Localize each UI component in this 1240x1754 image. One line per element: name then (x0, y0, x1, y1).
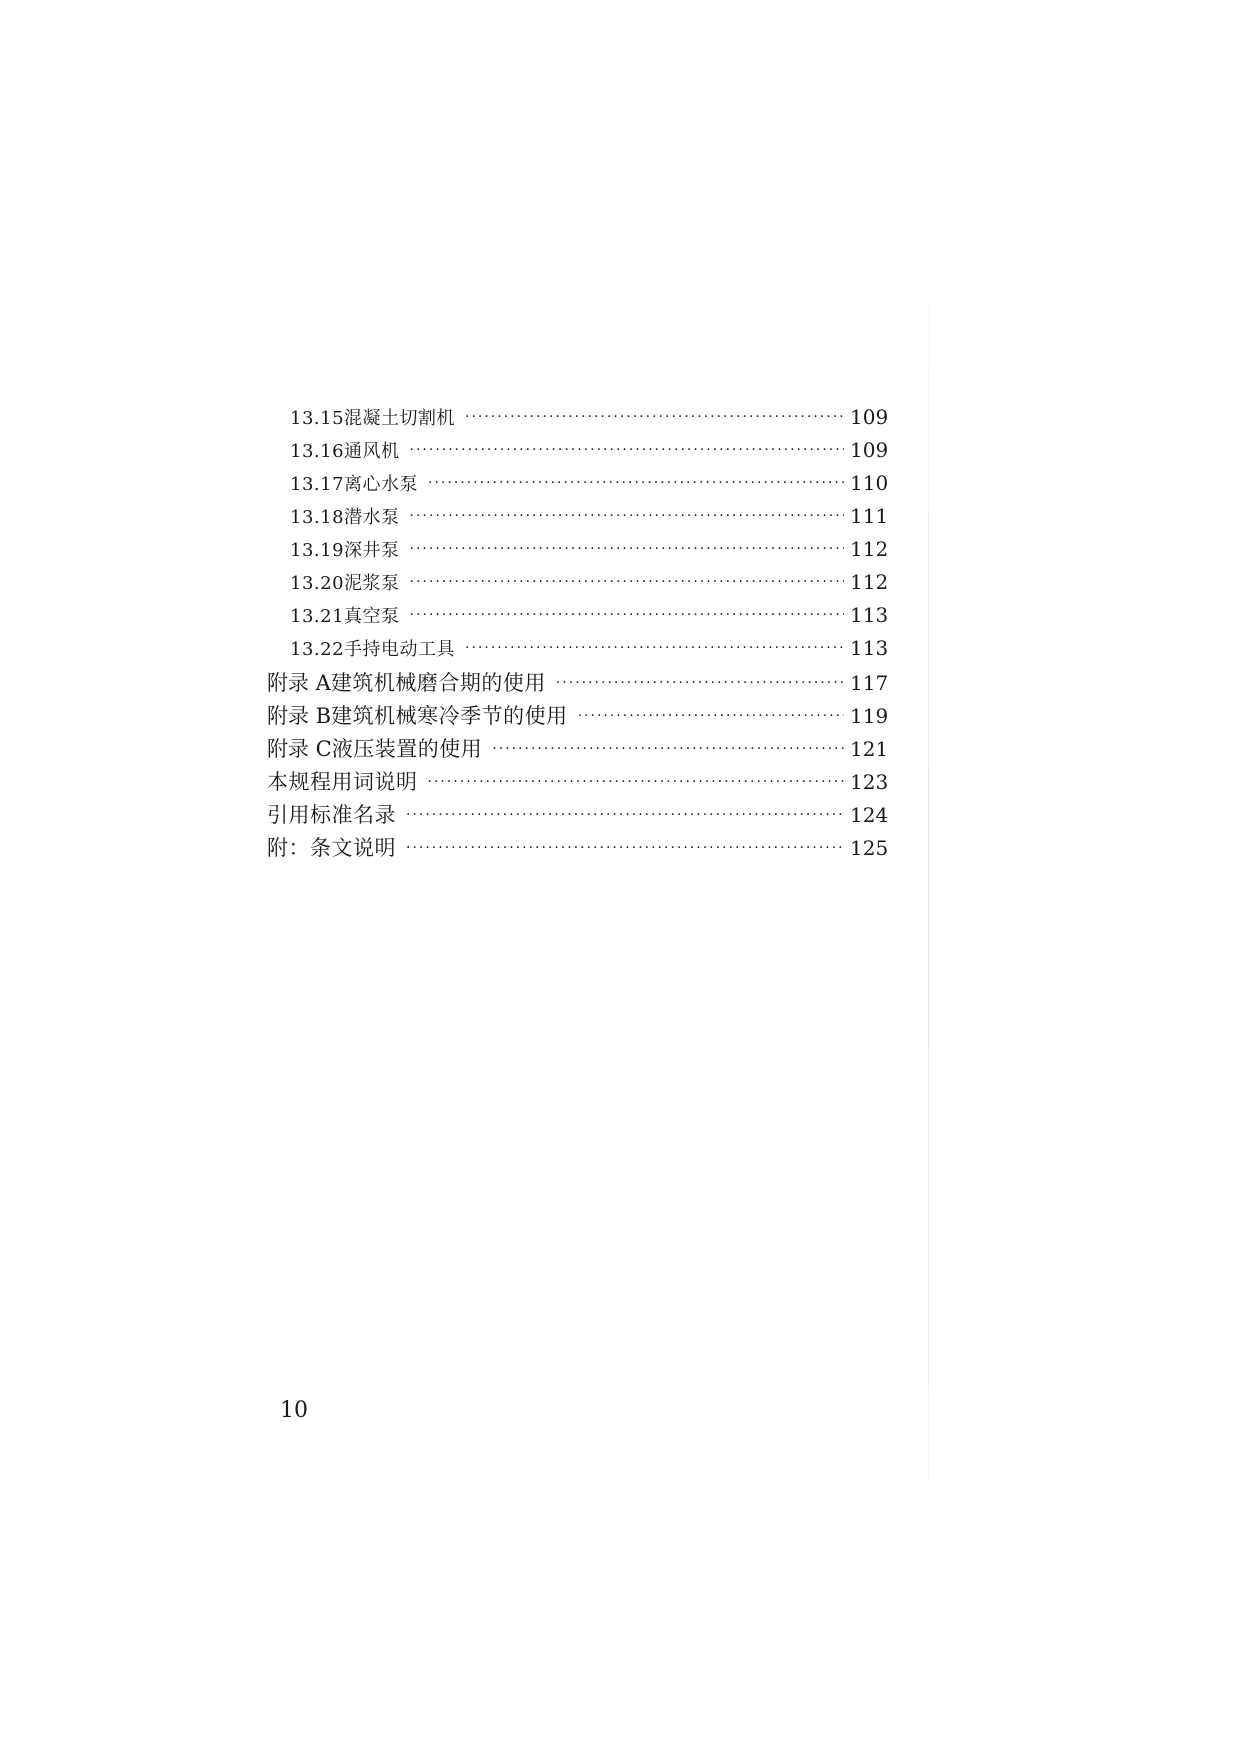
dot-leader (406, 807, 844, 823)
toc-entry-appendix-a[interactable] (267, 667, 889, 699)
page-reference: 113 (850, 636, 889, 660)
page-reference: 113 (850, 603, 889, 627)
toc-entry-13-17[interactable] (290, 470, 889, 502)
section-number: 13.15 (290, 408, 345, 429)
section-number: 13.21 (290, 606, 345, 627)
page-edge-shadow (928, 300, 929, 1480)
appendix-title: 液压装置的使用 (331, 737, 483, 761)
section-number: 13.19 (290, 540, 345, 561)
section-number: 13.16 (290, 441, 345, 462)
toc-entry-13-20[interactable] (290, 569, 889, 601)
page-reference: 117 (850, 671, 889, 695)
toc-entry-clause-explanation[interactable] (267, 832, 889, 864)
page-reference: 125 (850, 836, 889, 860)
section-title: 深井泵 (344, 540, 400, 561)
dot-leader (410, 508, 844, 524)
dot-leader (428, 774, 845, 790)
entry-title: 本规程用词说明 (267, 770, 418, 794)
dot-leader (410, 574, 844, 590)
dot-leader (406, 840, 844, 856)
appendix-title: 建筑机械磨合期的使用 (330, 671, 546, 695)
section-number: 13.22 (290, 639, 345, 660)
toc-entry-13-15[interactable] (290, 404, 889, 436)
toc-entry-13-21[interactable] (290, 602, 889, 634)
page-reference: 112 (850, 570, 889, 594)
entry-title: 附：条文说明 (267, 836, 396, 860)
section-number: 13.18 (290, 507, 345, 528)
appendix-label: 附录 C (267, 737, 332, 761)
toc-entry-appendix-c[interactable] (267, 733, 889, 765)
dot-leader (465, 640, 844, 656)
section-title: 手持电动工具 (344, 639, 456, 660)
page-reference: 112 (850, 537, 889, 561)
page-reference: 109 (850, 438, 889, 462)
dot-leader (492, 741, 844, 757)
dot-leader (410, 607, 844, 623)
page-number: 10 (280, 1398, 308, 1423)
section-title: 混凝土切割机 (344, 408, 456, 429)
appendix-label: 附录 B (267, 704, 332, 728)
dot-leader (410, 442, 844, 458)
appendix-label: 附录 A (267, 671, 331, 695)
dot-leader (428, 475, 844, 491)
dot-leader (578, 708, 844, 724)
section-title: 泥浆泵 (344, 573, 400, 594)
section-title: 离心水泵 (344, 474, 419, 495)
section-title: 真空泵 (344, 606, 400, 627)
toc-entry-13-18[interactable] (290, 503, 889, 535)
page-reference: 121 (850, 737, 889, 761)
toc-entry-terms-explanation[interactable] (267, 766, 889, 798)
section-title: 通风机 (344, 441, 400, 462)
page-reference: 119 (850, 704, 889, 728)
toc-entry-13-16[interactable] (290, 437, 889, 469)
toc-entry-13-22[interactable] (290, 635, 889, 667)
page-reference: 123 (850, 770, 889, 794)
page-reference: 110 (850, 471, 889, 495)
section-number: 13.17 (290, 474, 345, 495)
toc-entry-referenced-standards[interactable] (267, 799, 889, 831)
page-reference: 124 (850, 803, 889, 827)
dot-leader (465, 409, 844, 425)
section-title: 潜水泵 (344, 507, 400, 528)
toc-entry-13-19[interactable] (290, 536, 889, 568)
page-reference: 109 (850, 405, 889, 429)
appendix-title: 建筑机械寒冷季节的使用 (331, 704, 568, 728)
dot-leader (410, 541, 844, 557)
toc-entry-appendix-b[interactable] (267, 700, 889, 732)
page-reference: 111 (850, 504, 889, 528)
dot-leader (556, 675, 844, 691)
entry-title: 引用标准名录 (267, 803, 396, 827)
section-number: 13.20 (290, 573, 345, 594)
